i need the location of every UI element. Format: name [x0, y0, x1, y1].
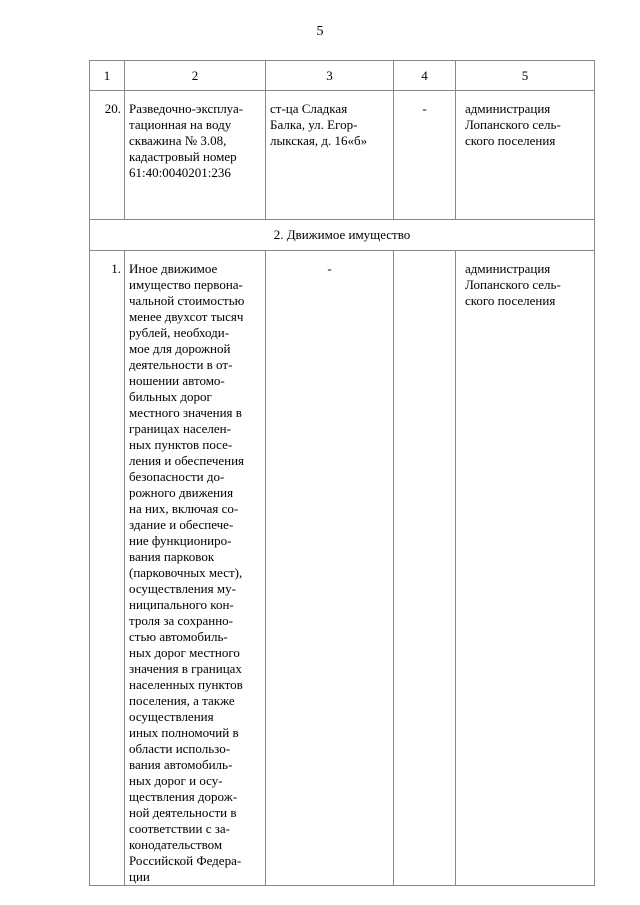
text-line: (парковочных мест),: [129, 565, 243, 580]
text-line: ст-ца Сладкая: [270, 101, 348, 116]
text-line: мое для дорожной: [129, 341, 231, 356]
text-line: кадастровый номер: [129, 149, 237, 164]
text-line: ского поселения: [465, 293, 556, 308]
section-title: 2. Движимое имущество: [90, 220, 595, 251]
text-line: безопасности до-: [129, 469, 225, 484]
property-holder: [456, 91, 595, 220]
text-line: чальной стоимостью: [129, 293, 245, 308]
text-line: рожного движения: [129, 485, 234, 500]
table-row: [90, 91, 595, 220]
row-number: 1.: [90, 251, 125, 886]
text-line: соответствии с за-: [129, 821, 230, 836]
text-line: ниципального кон-: [129, 597, 234, 612]
text-line: менее двухсот тысяч: [129, 309, 244, 324]
text-line: на них, включая со-: [129, 501, 239, 516]
property-holder: [456, 251, 595, 886]
text-line: 61:40:0040201:236: [129, 165, 231, 180]
header-cell: 4: [394, 61, 456, 91]
section-row: [90, 220, 595, 251]
text-line: скважина № 3.08,: [129, 133, 227, 148]
text-line: администрация: [465, 261, 551, 276]
text-line: Лопанского сель-: [465, 277, 561, 292]
property-name: [125, 91, 266, 220]
text-line: лыкская, д. 16«б»: [270, 133, 368, 148]
text-line: ных дорог местного: [129, 645, 240, 660]
text-line: значения в границах: [129, 661, 242, 676]
text-line: ных дорог и осу-: [129, 773, 223, 788]
text-line: деятельности в от-: [129, 357, 233, 372]
text-line: здание и обеспече-: [129, 517, 234, 532]
property-table: [89, 60, 595, 886]
text-line: рублей, необходи-: [129, 325, 230, 340]
text-line: ского поселения: [465, 133, 556, 148]
property-address: -: [266, 251, 394, 886]
text-line: населенных пунктов: [129, 677, 243, 692]
text-line: вания парковок: [129, 549, 215, 564]
text-line: стью автомобиль-: [129, 629, 228, 644]
column-4-value: -: [394, 91, 456, 220]
text-line: ных пунктов посе-: [129, 437, 233, 452]
text-line: ношении автомо-: [129, 373, 225, 388]
text-line: поселения, а также: [129, 693, 235, 708]
text-line: ной деятельности в: [129, 805, 237, 820]
header-cell: 5: [456, 61, 595, 91]
text-line: имущество первона-: [129, 277, 243, 292]
text-line: ции: [129, 869, 150, 884]
property-name: [125, 251, 266, 886]
text-line: осуществления му-: [129, 581, 236, 596]
text-line: иных полномочий в: [129, 725, 239, 740]
text-line: троля за сохранно-: [129, 613, 233, 628]
header-cell: 3: [266, 61, 394, 91]
text-line: конодательством: [129, 837, 223, 852]
text-line: администрация: [465, 101, 551, 116]
text-line: бильных дорог: [129, 389, 212, 404]
text-line: ществления дорож-: [129, 789, 238, 804]
row-number: 20.: [90, 91, 125, 220]
text-line: местного значения в: [129, 405, 242, 420]
column-4-value: [394, 251, 456, 886]
text-line: ние функциониро-: [129, 533, 232, 548]
header-cell: 2: [125, 61, 266, 91]
text-line: тационная на воду: [129, 117, 232, 132]
header-cell: 1: [90, 61, 125, 91]
table-row: [90, 251, 595, 886]
property-address: [266, 91, 394, 220]
page-number: 5: [316, 24, 324, 39]
text-line: вания автомобиль-: [129, 757, 233, 772]
text-line: области использо-: [129, 741, 231, 756]
text-line: ления и обеспечения: [129, 453, 245, 468]
text-line: Иное движимое: [129, 261, 218, 276]
text-line: Лопанского сель-: [465, 117, 561, 132]
header-row: [90, 61, 595, 91]
text-line: границах населен-: [129, 421, 231, 436]
text-line: Разведочно-эксплуа-: [129, 101, 244, 116]
text-line: Российской Федера-: [129, 853, 242, 868]
text-line: осуществления: [129, 709, 214, 724]
text-line: Балка, ул. Егор-: [270, 117, 358, 132]
